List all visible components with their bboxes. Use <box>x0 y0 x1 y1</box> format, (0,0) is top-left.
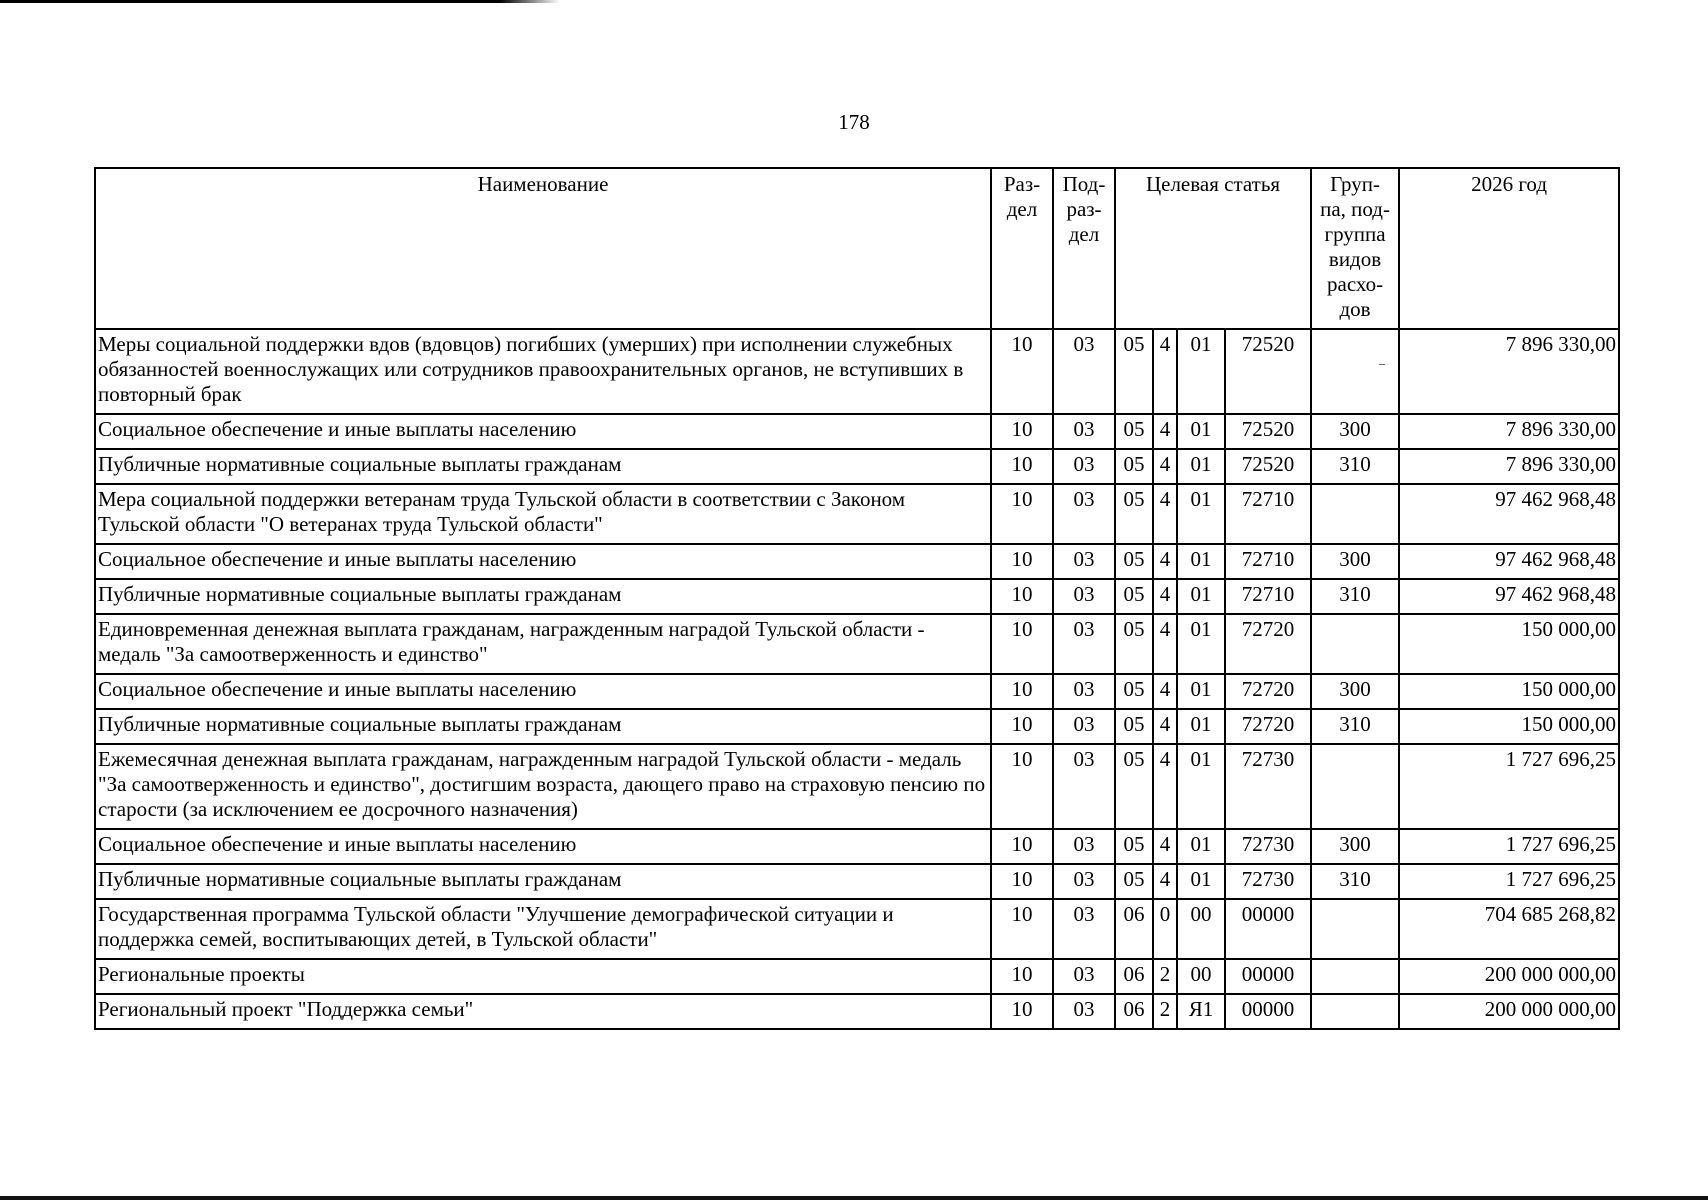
row-podrazdel-cell: 03 <box>1053 614 1115 674</box>
row-cs-event-cell: 01 <box>1177 744 1225 829</box>
row-cs-direction-cell: 72710 <box>1225 579 1311 614</box>
row-gruppa-cell <box>1311 899 1399 959</box>
row-cs-program-cell: 05 <box>1115 709 1153 744</box>
row-gruppa-cell: 300 <box>1311 414 1399 449</box>
row-amount-cell: 150 000,00 <box>1399 674 1619 709</box>
row-name-cell: Единовременная денежная выплата гражданам, награжденным наградой Тульской области - медаль "За самоотверженность и единство" <box>95 614 991 674</box>
row-amount-cell: 7 896 330,00 <box>1399 449 1619 484</box>
row-cs-type-cell: 4 <box>1153 744 1177 829</box>
row-cs-event-cell: 01 <box>1177 709 1225 744</box>
row-podrazdel-cell: 03 <box>1053 864 1115 899</box>
row-razdel-cell: 10 <box>991 829 1053 864</box>
row-podrazdel-cell: 03 <box>1053 329 1115 414</box>
row-amount-cell: 1 727 696,25 <box>1399 829 1619 864</box>
scan-bottom-edge <box>0 1196 1708 1200</box>
row-cs-type-cell: 4 <box>1153 674 1177 709</box>
row-gruppa-cell <box>1311 994 1399 1029</box>
row-cs-program-cell: 05 <box>1115 544 1153 579</box>
row-cs-direction-cell: 72520 <box>1225 329 1311 414</box>
table-row <box>95 449 1619 484</box>
row-name-cell: Социальное обеспечение и иные выплаты населению <box>95 674 991 709</box>
row-cs-event-cell: 01 <box>1177 829 1225 864</box>
row-gruppa-cell <box>1311 744 1399 829</box>
row-cs-program-cell: 05 <box>1115 614 1153 674</box>
scan-top-edge <box>0 0 1708 3</box>
row-name-cell: Мера социальной поддержки ветеранам труда Тульской области в соответствии с Законом Тульской области "О ветеранах труда Тульской области" <box>95 484 991 544</box>
row-cs-program-cell: 05 <box>1115 414 1153 449</box>
row-name-cell: Ежемесячная денежная выплата гражданам, награжденным наградой Тульской области - медаль "За самоотверженность и единство", достигшим возраста, дающего право на страховую пенсию по старости (за исключением ее досрочного назначения) <box>95 744 991 829</box>
table-row <box>95 959 1619 994</box>
row-amount-cell: 97 462 968,48 <box>1399 484 1619 544</box>
row-gruppa-cell: 310 <box>1311 449 1399 484</box>
row-razdel-cell: 10 <box>991 414 1053 449</box>
row-cs-direction-cell: 00000 <box>1225 994 1311 1029</box>
row-cs-event-cell: 01 <box>1177 614 1225 674</box>
header-podrazdel: Под- раз- дел <box>1053 168 1115 329</box>
row-cs-type-cell: 4 <box>1153 579 1177 614</box>
table-row <box>95 864 1619 899</box>
row-cs-type-cell: 2 <box>1153 994 1177 1029</box>
row-podrazdel-cell: 03 <box>1053 709 1115 744</box>
row-podrazdel-cell: 03 <box>1053 994 1115 1029</box>
row-gruppa-cell <box>1311 484 1399 544</box>
row-podrazdel-cell: 03 <box>1053 449 1115 484</box>
table-row <box>95 899 1619 959</box>
header-year: 2026 год <box>1399 168 1619 329</box>
row-gruppa-cell <box>1311 959 1399 994</box>
row-cs-type-cell: 4 <box>1153 614 1177 674</box>
row-name-cell: Социальное обеспечение и иные выплаты населению <box>95 414 991 449</box>
table-row <box>95 544 1619 579</box>
table-row <box>95 829 1619 864</box>
row-gruppa-cell: 310 <box>1311 864 1399 899</box>
row-razdel-cell: 10 <box>991 864 1053 899</box>
row-cs-program-cell: 06 <box>1115 994 1153 1029</box>
header-razdel: Раз- дел <box>991 168 1053 329</box>
row-amount-cell: 97 462 968,48 <box>1399 544 1619 579</box>
row-name-cell: Государственная программа Тульской области "Улучшение демографической ситуации и поддержка семей, воспитывающих детей, в Тульской области" <box>95 899 991 959</box>
row-razdel-cell: 10 <box>991 579 1053 614</box>
row-podrazdel-cell: 03 <box>1053 744 1115 829</box>
row-cs-event-cell: 00 <box>1177 959 1225 994</box>
row-cs-direction-cell: 72520 <box>1225 414 1311 449</box>
row-podrazdel-cell: 03 <box>1053 959 1115 994</box>
row-gruppa-cell: 300 <box>1311 674 1399 709</box>
row-gruppa-cell: 310 <box>1311 709 1399 744</box>
table-row <box>95 414 1619 449</box>
header-gruppa: Груп- па, под- группа видов расхо- дов <box>1311 168 1399 329</box>
budget-table <box>94 167 1620 1030</box>
row-name-cell: Региональный проект "Поддержка семьи" <box>95 994 991 1029</box>
row-razdel-cell: 10 <box>991 484 1053 544</box>
row-cs-program-cell: 05 <box>1115 674 1153 709</box>
row-razdel-cell: 10 <box>991 449 1053 484</box>
row-cs-direction-cell: 72710 <box>1225 484 1311 544</box>
table-row <box>95 579 1619 614</box>
row-razdel-cell: 10 <box>991 544 1053 579</box>
row-cs-program-cell: 05 <box>1115 744 1153 829</box>
row-cs-type-cell: 4 <box>1153 449 1177 484</box>
row-cs-event-cell: 01 <box>1177 414 1225 449</box>
row-razdel-cell: 10 <box>991 329 1053 414</box>
table-row <box>95 994 1619 1029</box>
row-cs-program-cell: 05 <box>1115 579 1153 614</box>
row-gruppa-cell: 300 <box>1311 829 1399 864</box>
row-cs-event-cell: 00 <box>1177 899 1225 959</box>
row-name-cell: Публичные нормативные социальные выплаты гражданам <box>95 864 991 899</box>
row-name-cell: Региональные проекты <box>95 959 991 994</box>
row-cs-program-cell: 06 <box>1115 959 1153 994</box>
row-razdel-cell: 10 <box>991 674 1053 709</box>
row-podrazdel-cell: 03 <box>1053 414 1115 449</box>
row-cs-program-cell: 05 <box>1115 864 1153 899</box>
table-row <box>95 674 1619 709</box>
row-gruppa-cell: 300 <box>1311 544 1399 579</box>
row-cs-event-cell: 01 <box>1177 544 1225 579</box>
row-cs-type-cell: 4 <box>1153 709 1177 744</box>
table-row <box>95 744 1619 829</box>
row-amount-cell: 7 896 330,00 <box>1399 414 1619 449</box>
row-gruppa-cell <box>1311 614 1399 674</box>
row-razdel-cell: 10 <box>991 614 1053 674</box>
row-name-cell: Социальное обеспечение и иные выплаты населению <box>95 544 991 579</box>
row-cs-direction-cell: 72730 <box>1225 829 1311 864</box>
row-amount-cell: 1 727 696,25 <box>1399 864 1619 899</box>
row-name-cell: Меры социальной поддержки вдов (вдовцов) погибших (умерших) при исполнении служебных обязанностей военнослужащих или сотрудников правоохранительных органов, не вступивших в повторный брак <box>95 329 991 414</box>
row-podrazdel-cell: 03 <box>1053 899 1115 959</box>
row-podrazdel-cell: 03 <box>1053 544 1115 579</box>
scan-speck: – <box>1379 356 1386 370</box>
row-cs-event-cell: 01 <box>1177 449 1225 484</box>
table-body <box>95 329 1619 1029</box>
row-cs-program-cell: 05 <box>1115 829 1153 864</box>
table-row <box>95 484 1619 544</box>
row-razdel-cell: 10 <box>991 994 1053 1029</box>
row-razdel-cell: 10 <box>991 959 1053 994</box>
row-cs-event-cell: 01 <box>1177 579 1225 614</box>
row-cs-event-cell: 01 <box>1177 864 1225 899</box>
row-cs-direction-cell: 72720 <box>1225 614 1311 674</box>
table-header-row <box>95 168 1619 329</box>
row-cs-direction-cell: 00000 <box>1225 959 1311 994</box>
row-cs-program-cell: 05 <box>1115 484 1153 544</box>
header-name: Наименование <box>95 168 991 329</box>
row-cs-direction-cell: 72720 <box>1225 709 1311 744</box>
row-cs-type-cell: 4 <box>1153 329 1177 414</box>
row-amount-cell: 150 000,00 <box>1399 709 1619 744</box>
row-name-cell: Публичные нормативные социальные выплаты гражданам <box>95 449 991 484</box>
row-name-cell: Публичные нормативные социальные выплаты гражданам <box>95 709 991 744</box>
row-gruppa-cell <box>1311 329 1399 414</box>
row-razdel-cell: 10 <box>991 709 1053 744</box>
row-podrazdel-cell: 03 <box>1053 484 1115 544</box>
row-razdel-cell: 10 <box>991 744 1053 829</box>
table-row <box>95 614 1619 674</box>
row-podrazdel-cell: 03 <box>1053 674 1115 709</box>
row-amount-cell: 200 000 000,00 <box>1399 959 1619 994</box>
page-number: 178 <box>838 110 870 134</box>
row-cs-event-cell: Я1 <box>1177 994 1225 1029</box>
row-cs-type-cell: 4 <box>1153 864 1177 899</box>
row-name-cell: Публичные нормативные социальные выплаты гражданам <box>95 579 991 614</box>
table-row <box>95 329 1619 414</box>
row-podrazdel-cell: 03 <box>1053 579 1115 614</box>
row-podrazdel-cell: 03 <box>1053 829 1115 864</box>
row-cs-event-cell: 01 <box>1177 674 1225 709</box>
row-cs-type-cell: 4 <box>1153 829 1177 864</box>
row-cs-direction-cell: 72720 <box>1225 674 1311 709</box>
row-cs-program-cell: 05 <box>1115 329 1153 414</box>
row-amount-cell: 1 727 696,25 <box>1399 744 1619 829</box>
row-cs-program-cell: 05 <box>1115 449 1153 484</box>
row-gruppa-cell: 310 <box>1311 579 1399 614</box>
row-razdel-cell: 10 <box>991 899 1053 959</box>
row-cs-type-cell: 2 <box>1153 959 1177 994</box>
row-cs-type-cell: 4 <box>1153 414 1177 449</box>
row-amount-cell: 97 462 968,48 <box>1399 579 1619 614</box>
row-cs-type-cell: 4 <box>1153 484 1177 544</box>
row-cs-direction-cell: 72730 <box>1225 744 1311 829</box>
row-amount-cell: 200 000 000,00 <box>1399 994 1619 1029</box>
row-amount-cell: 150 000,00 <box>1399 614 1619 674</box>
row-cs-direction-cell: 00000 <box>1225 899 1311 959</box>
row-amount-cell: 704 685 268,82 <box>1399 899 1619 959</box>
row-cs-direction-cell: 72710 <box>1225 544 1311 579</box>
row-cs-event-cell: 01 <box>1177 329 1225 414</box>
row-amount-cell: 7 896 330,00 <box>1399 329 1619 414</box>
row-cs-program-cell: 06 <box>1115 899 1153 959</box>
row-cs-event-cell: 01 <box>1177 484 1225 544</box>
row-cs-direction-cell: 72520 <box>1225 449 1311 484</box>
row-cs-type-cell: 0 <box>1153 899 1177 959</box>
row-cs-type-cell: 4 <box>1153 544 1177 579</box>
row-name-cell: Социальное обеспечение и иные выплаты населению <box>95 829 991 864</box>
header-celevaya-statya: Целевая статья <box>1115 168 1311 329</box>
table-row <box>95 709 1619 744</box>
row-cs-direction-cell: 72730 <box>1225 864 1311 899</box>
